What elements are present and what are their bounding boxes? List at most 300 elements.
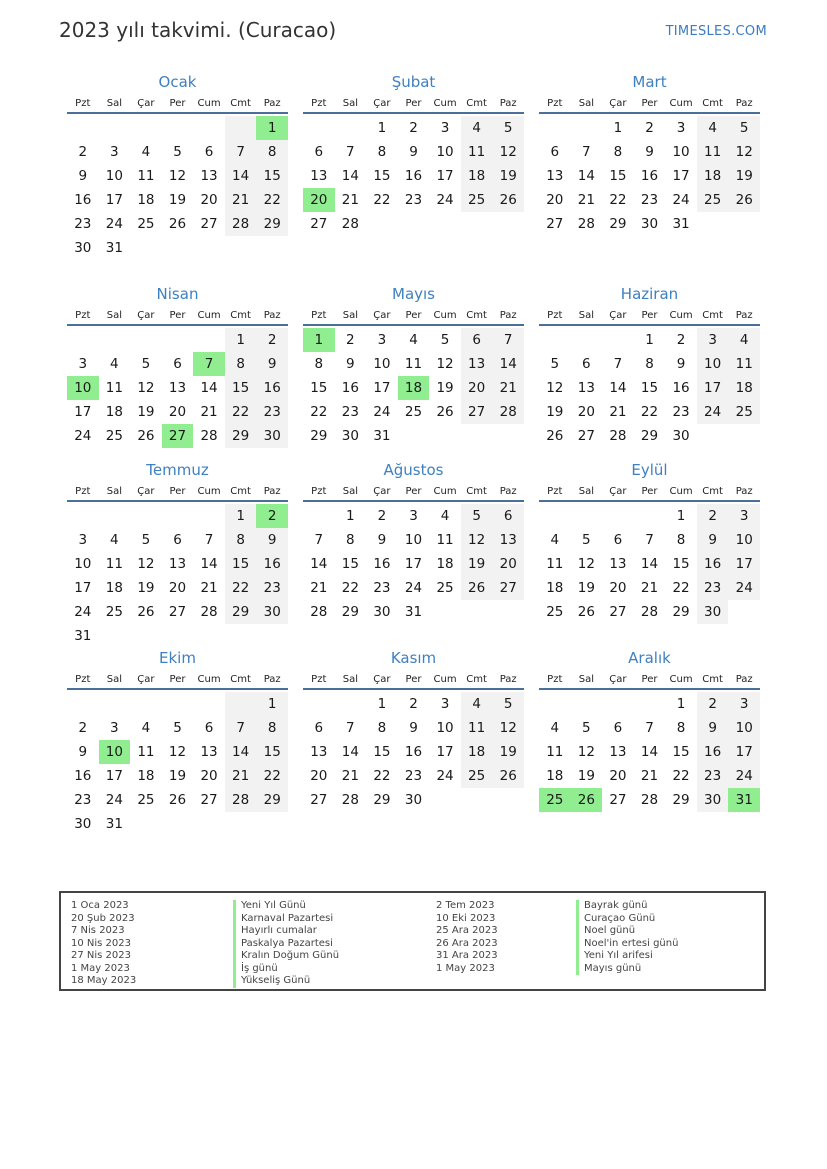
weekday-label: Sal bbox=[342, 98, 358, 109]
day-cell: 27 bbox=[546, 216, 564, 232]
day-cell: 23 bbox=[404, 768, 423, 784]
day-cell: 5 bbox=[173, 720, 182, 736]
day-cell: 15 bbox=[256, 740, 288, 764]
empty-day-cell bbox=[162, 812, 194, 836]
day-cell: 10 bbox=[436, 720, 454, 736]
day-cell: 20 bbox=[492, 552, 524, 576]
day-cell: 17 bbox=[436, 168, 454, 184]
day-cell: 1 bbox=[613, 120, 623, 136]
weekday-label: Cmt bbox=[702, 486, 723, 497]
empty-day-cell bbox=[193, 504, 225, 528]
day-cell: 4 bbox=[409, 332, 418, 348]
empty-day-cell bbox=[728, 600, 760, 624]
day-cell: 9 bbox=[256, 528, 288, 552]
empty-day-cell bbox=[429, 212, 461, 236]
month-calendar bbox=[67, 648, 288, 832]
day-cell: 31 bbox=[728, 788, 760, 812]
day-cell: 5 bbox=[582, 532, 591, 548]
day-cell: 2 bbox=[409, 696, 418, 712]
weekday-label: Çar bbox=[137, 310, 155, 321]
empty-day-cell bbox=[697, 424, 729, 448]
brand-link[interactable]: TIMESLES.COM bbox=[665, 24, 767, 39]
empty-day-cell bbox=[461, 212, 493, 236]
day-cell: 14 bbox=[225, 164, 257, 188]
day-cell: 22 bbox=[341, 580, 359, 596]
day-cell: 16 bbox=[404, 168, 423, 184]
weekday-label: Paz bbox=[499, 486, 517, 497]
day-cell: 8 bbox=[346, 532, 355, 548]
day-cell: 28 bbox=[225, 788, 257, 812]
day-cell: 2 bbox=[256, 504, 288, 528]
weekday-label: Çar bbox=[137, 674, 155, 685]
empty-day-cell bbox=[492, 788, 524, 812]
day-cell: 5 bbox=[440, 332, 450, 348]
holiday-name: Hayırlı cumalar bbox=[233, 925, 339, 938]
weekday-label: Paz bbox=[263, 674, 281, 685]
day-cell: 21 bbox=[609, 404, 627, 420]
day-cell: 3 bbox=[110, 144, 119, 160]
day-cell: 8 bbox=[256, 140, 288, 164]
day-cell: 28 bbox=[341, 216, 359, 232]
holiday-date: 7 Nis 2023 bbox=[71, 925, 125, 936]
day-cell: 14 bbox=[577, 168, 595, 184]
empty-day-cell bbox=[256, 624, 288, 648]
day-cell: 12 bbox=[461, 528, 493, 552]
weekday-label: Çar bbox=[609, 486, 627, 497]
weekday-label: Çar bbox=[609, 98, 627, 109]
day-cell: 13 bbox=[168, 556, 187, 572]
day-grid bbox=[67, 116, 288, 260]
day-cell: 14 bbox=[492, 352, 524, 376]
day-cell: 11 bbox=[546, 556, 564, 572]
day-cell: 28 bbox=[200, 428, 218, 444]
day-cell: 10 bbox=[404, 532, 423, 548]
day-cell: 15 bbox=[225, 552, 257, 576]
day-cell: 12 bbox=[436, 356, 454, 372]
day-grid bbox=[303, 328, 524, 448]
empty-day-cell bbox=[67, 692, 99, 716]
day-cell: 26 bbox=[137, 604, 155, 620]
empty-day-cell bbox=[602, 328, 634, 352]
day-grid bbox=[539, 692, 760, 812]
day-cell: 5 bbox=[550, 356, 560, 372]
day-cell: 10 bbox=[697, 352, 729, 376]
day-cell: 18 bbox=[137, 768, 155, 784]
day-cell: 7 bbox=[204, 532, 214, 548]
day-cell: 14 bbox=[200, 380, 218, 396]
day-cell: 23 bbox=[341, 404, 359, 420]
day-cell: 24 bbox=[697, 400, 729, 424]
empty-day-cell bbox=[130, 328, 162, 352]
empty-day-cell bbox=[539, 328, 571, 352]
day-cell: 2 bbox=[78, 144, 88, 160]
day-cell: 2 bbox=[409, 120, 418, 136]
month-name: Kasım bbox=[390, 649, 437, 667]
day-cell: 22 bbox=[373, 192, 391, 208]
weekday-label: Sal bbox=[106, 310, 122, 321]
holiday-date: 10 Eki 2023 bbox=[436, 912, 496, 924]
day-cell: 26 bbox=[571, 788, 603, 812]
day-cell: 19 bbox=[436, 380, 454, 396]
day-cell: 30 bbox=[697, 788, 729, 812]
month-calendar bbox=[67, 460, 288, 648]
day-cell: 2 bbox=[256, 328, 288, 352]
weekday-label: Cmt bbox=[230, 674, 251, 685]
day-cell: 27 bbox=[200, 216, 218, 232]
day-cell: 18 bbox=[728, 376, 760, 400]
weekday-label: Pzt bbox=[547, 98, 563, 109]
weekday-label: Pzt bbox=[311, 674, 327, 685]
day-cell: 27 bbox=[609, 792, 627, 808]
day-cell: 11 bbox=[436, 532, 454, 548]
holiday-date: 27 Nis 2023 bbox=[71, 950, 131, 961]
day-cell: 10 bbox=[728, 716, 760, 740]
day-cell: 18 bbox=[105, 404, 123, 420]
empty-day-cell bbox=[634, 692, 666, 716]
weekday-label: Pzt bbox=[75, 98, 91, 109]
weekday-label: Per bbox=[169, 486, 186, 497]
day-cell: 2 bbox=[676, 332, 686, 348]
day-cell: 10 bbox=[728, 528, 760, 552]
empty-day-cell bbox=[429, 424, 461, 448]
weekday-label: Sal bbox=[578, 674, 594, 685]
empty-day-cell bbox=[256, 236, 288, 260]
day-cell: 17 bbox=[404, 556, 423, 572]
day-cell: 1 bbox=[346, 508, 355, 524]
day-grid bbox=[539, 116, 760, 236]
weekday-label: Çar bbox=[609, 310, 627, 321]
weekday-label: Sal bbox=[578, 310, 594, 321]
day-cell: 28 bbox=[200, 604, 218, 620]
month-calendar bbox=[539, 284, 760, 460]
day-cell: 25 bbox=[105, 428, 123, 444]
day-cell: 29 bbox=[225, 600, 257, 624]
day-cell: 19 bbox=[492, 740, 524, 764]
day-cell: 9 bbox=[676, 356, 686, 372]
day-cell: 14 bbox=[341, 168, 359, 184]
weekday-label: Sal bbox=[106, 98, 122, 109]
empty-day-cell bbox=[225, 812, 257, 836]
weekday-label: Cmt bbox=[466, 486, 487, 497]
day-cell: 1 bbox=[676, 508, 686, 524]
empty-day-cell bbox=[398, 424, 430, 448]
day-cell: 6 bbox=[613, 532, 623, 548]
day-cell: 14 bbox=[200, 556, 218, 572]
weekday-label: Cmt bbox=[702, 310, 723, 321]
day-cell: 25 bbox=[728, 400, 760, 424]
day-cell: 29 bbox=[256, 788, 288, 812]
day-cell: 31 bbox=[105, 816, 123, 832]
day-cell: 1 bbox=[256, 116, 288, 140]
day-cell: 9 bbox=[697, 716, 729, 740]
weekday-label: Paz bbox=[499, 98, 517, 109]
day-cell: 7 bbox=[225, 140, 257, 164]
weekday-header bbox=[303, 94, 524, 114]
weekday-label: Pzt bbox=[75, 486, 91, 497]
empty-day-cell bbox=[193, 692, 225, 716]
day-cell: 1 bbox=[256, 692, 288, 716]
day-cell: 16 bbox=[404, 744, 423, 760]
empty-day-cell bbox=[571, 692, 603, 716]
day-cell: 21 bbox=[577, 192, 595, 208]
day-cell: 25 bbox=[436, 580, 454, 596]
empty-day-cell bbox=[303, 504, 335, 528]
day-cell: 6 bbox=[314, 144, 324, 160]
day-cell: 24 bbox=[105, 216, 123, 232]
day-cell: 8 bbox=[225, 528, 257, 552]
holiday-names-column bbox=[233, 900, 339, 988]
day-cell: 13 bbox=[461, 352, 493, 376]
day-cell: 24 bbox=[74, 428, 92, 444]
day-cell: 10 bbox=[105, 168, 123, 184]
day-cell: 29 bbox=[225, 424, 257, 448]
day-cell: 22 bbox=[672, 580, 690, 596]
day-cell: 29 bbox=[256, 212, 288, 236]
day-cell: 15 bbox=[341, 556, 359, 572]
empty-day-cell bbox=[67, 504, 99, 528]
day-cell: 7 bbox=[582, 144, 591, 160]
day-cell: 19 bbox=[728, 164, 760, 188]
empty-day-cell bbox=[67, 116, 99, 140]
empty-day-cell bbox=[335, 692, 367, 716]
day-cell: 8 bbox=[256, 716, 288, 740]
day-cell: 7 bbox=[346, 144, 355, 160]
day-cell: 28 bbox=[609, 428, 627, 444]
day-cell: 16 bbox=[697, 552, 729, 576]
day-cell: 23 bbox=[256, 400, 288, 424]
day-cell: 1 bbox=[377, 696, 387, 712]
day-cell: 31 bbox=[74, 628, 92, 644]
day-cell: 28 bbox=[341, 792, 359, 808]
day-cell: 15 bbox=[225, 376, 257, 400]
day-cell: 17 bbox=[373, 380, 391, 396]
day-cell: 26 bbox=[577, 604, 595, 620]
day-cell: 19 bbox=[168, 768, 187, 784]
empty-day-cell bbox=[602, 504, 634, 528]
day-cell: 11 bbox=[404, 356, 423, 372]
day-cell: 20 bbox=[168, 404, 187, 420]
empty-day-cell bbox=[99, 328, 131, 352]
day-cell: 15 bbox=[672, 556, 690, 572]
day-cell: 15 bbox=[640, 380, 659, 396]
day-cell: 8 bbox=[225, 352, 257, 376]
weekday-label: Pzt bbox=[547, 674, 563, 685]
day-cell: 22 bbox=[225, 400, 257, 424]
day-cell: 11 bbox=[105, 380, 123, 396]
day-cell: 16 bbox=[697, 740, 729, 764]
weekday-label: Çar bbox=[373, 486, 391, 497]
weekday-label: Pzt bbox=[75, 674, 91, 685]
day-cell: 18 bbox=[546, 768, 564, 784]
day-cell: 19 bbox=[492, 164, 524, 188]
holiday-names-column bbox=[576, 900, 678, 975]
empty-day-cell bbox=[193, 236, 225, 260]
day-cell: 1 bbox=[225, 328, 257, 352]
months-grid bbox=[67, 72, 760, 832]
day-cell: 8 bbox=[377, 720, 387, 736]
day-cell: 25 bbox=[105, 604, 123, 620]
weekday-label: Pzt bbox=[311, 310, 327, 321]
weekday-label: Cum bbox=[197, 674, 221, 685]
day-cell: 21 bbox=[640, 580, 659, 596]
month-name: Eylül bbox=[631, 461, 668, 479]
day-cell: 18 bbox=[398, 376, 430, 400]
day-cell: 27 bbox=[492, 576, 524, 600]
weekday-label: Paz bbox=[735, 486, 753, 497]
day-cell: 31 bbox=[672, 216, 690, 232]
day-cell: 21 bbox=[341, 768, 359, 784]
day-cell: 3 bbox=[78, 356, 88, 372]
day-cell: 1 bbox=[645, 332, 654, 348]
weekday-header bbox=[539, 670, 760, 690]
day-cell: 5 bbox=[728, 116, 760, 140]
holiday-date: 25 Ara 2023 bbox=[436, 925, 498, 936]
day-cell: 15 bbox=[256, 164, 288, 188]
day-cell: 7 bbox=[645, 532, 654, 548]
holiday-dates-column bbox=[436, 900, 498, 975]
weekday-label: Cum bbox=[669, 674, 693, 685]
day-cell: 7 bbox=[492, 328, 524, 352]
day-cell: 14 bbox=[640, 556, 659, 572]
day-cell: 8 bbox=[676, 532, 686, 548]
day-cell: 26 bbox=[546, 428, 564, 444]
holiday-name: Bayrak günü bbox=[576, 900, 678, 913]
day-cell: 5 bbox=[492, 692, 524, 716]
day-cell: 15 bbox=[609, 168, 627, 184]
day-cell: 26 bbox=[461, 576, 493, 600]
holiday-date: 1 May 2023 bbox=[436, 962, 495, 974]
day-cell: 9 bbox=[256, 352, 288, 376]
day-cell: 31 bbox=[404, 604, 423, 620]
day-cell: 23 bbox=[256, 576, 288, 600]
weekday-label: Sal bbox=[578, 98, 594, 109]
empty-day-cell bbox=[398, 212, 430, 236]
weekday-header bbox=[67, 482, 288, 502]
day-cell: 23 bbox=[697, 576, 729, 600]
day-cell: 26 bbox=[492, 188, 524, 212]
weekday-header bbox=[67, 306, 288, 326]
day-cell: 27 bbox=[310, 792, 328, 808]
day-cell: 20 bbox=[303, 188, 335, 212]
day-cell: 25 bbox=[539, 788, 571, 812]
day-cell: 4 bbox=[141, 144, 151, 160]
empty-day-cell bbox=[366, 212, 398, 236]
day-cell: 13 bbox=[546, 168, 564, 184]
holiday-name: İş günü bbox=[233, 963, 339, 976]
empty-day-cell bbox=[492, 424, 524, 448]
day-cell: 19 bbox=[137, 580, 155, 596]
empty-day-cell bbox=[461, 424, 493, 448]
day-cell: 8 bbox=[676, 720, 686, 736]
day-cell: 23 bbox=[640, 192, 659, 208]
day-cell: 20 bbox=[200, 192, 218, 208]
empty-day-cell bbox=[130, 812, 162, 836]
empty-day-cell bbox=[492, 212, 524, 236]
day-cell: 13 bbox=[310, 168, 328, 184]
day-cell: 17 bbox=[728, 740, 760, 764]
weekday-label: Per bbox=[405, 310, 422, 321]
day-cell: 1 bbox=[377, 120, 387, 136]
day-cell: 12 bbox=[577, 744, 595, 760]
weekday-label: Cmt bbox=[702, 674, 723, 685]
day-cell: 9 bbox=[346, 356, 355, 372]
day-cell: 12 bbox=[137, 380, 155, 396]
day-cell: 4 bbox=[141, 720, 151, 736]
weekday-label: Paz bbox=[735, 310, 753, 321]
day-cell: 5 bbox=[582, 720, 591, 736]
day-cell: 13 bbox=[577, 380, 595, 396]
weekday-label: Cum bbox=[197, 486, 221, 497]
day-cell: 16 bbox=[256, 376, 288, 400]
holiday-date: 1 Oca 2023 bbox=[71, 900, 129, 911]
day-cell: 23 bbox=[373, 580, 391, 596]
weekday-label: Per bbox=[405, 98, 422, 109]
empty-day-cell bbox=[193, 624, 225, 648]
day-cell: 27 bbox=[162, 424, 194, 448]
weekday-header bbox=[67, 670, 288, 690]
day-cell: 11 bbox=[728, 352, 760, 376]
day-cell: 11 bbox=[697, 140, 729, 164]
day-cell: 12 bbox=[137, 556, 155, 572]
empty-day-cell bbox=[697, 212, 729, 236]
day-cell: 3 bbox=[728, 692, 760, 716]
day-cell: 24 bbox=[373, 404, 391, 420]
day-cell: 6 bbox=[582, 356, 591, 372]
month-name: Ocak bbox=[158, 73, 197, 91]
day-cell: 12 bbox=[168, 168, 187, 184]
holiday-dates-column bbox=[71, 900, 136, 988]
empty-day-cell bbox=[256, 812, 288, 836]
day-cell: 28 bbox=[225, 212, 257, 236]
month-name: Nisan bbox=[156, 285, 199, 303]
day-grid bbox=[67, 328, 288, 448]
day-cell: 1 bbox=[676, 696, 686, 712]
day-cell: 23 bbox=[697, 764, 729, 788]
day-cell: 20 bbox=[310, 768, 328, 784]
weekday-label: Cum bbox=[669, 98, 693, 109]
weekday-label: Paz bbox=[499, 310, 517, 321]
empty-day-cell bbox=[728, 212, 760, 236]
weekday-label: Per bbox=[169, 310, 186, 321]
day-cell: 24 bbox=[404, 580, 423, 596]
weekday-label: Cum bbox=[197, 98, 221, 109]
holiday-date: 31 Ara 2023 bbox=[436, 950, 498, 961]
holiday-name: Noel günü bbox=[576, 925, 678, 938]
day-cell: 17 bbox=[74, 404, 92, 420]
empty-day-cell bbox=[539, 116, 571, 140]
day-cell: 16 bbox=[74, 192, 92, 208]
weekday-label: Paz bbox=[735, 674, 753, 685]
day-cell: 31 bbox=[105, 240, 123, 256]
day-cell: 25 bbox=[546, 604, 564, 620]
day-cell: 27 bbox=[168, 604, 187, 620]
weekday-label: Cmt bbox=[466, 310, 487, 321]
day-cell: 23 bbox=[74, 792, 92, 808]
day-cell: 13 bbox=[609, 744, 627, 760]
day-cell: 2 bbox=[377, 508, 387, 524]
day-cell: 27 bbox=[200, 792, 218, 808]
day-cell: 24 bbox=[728, 764, 760, 788]
day-cell: 28 bbox=[310, 604, 328, 620]
day-cell: 8 bbox=[613, 144, 623, 160]
day-grid bbox=[303, 504, 524, 624]
day-cell: 17 bbox=[436, 744, 454, 760]
empty-day-cell bbox=[130, 692, 162, 716]
day-cell: 29 bbox=[640, 428, 659, 444]
day-cell: 20 bbox=[577, 404, 595, 420]
weekday-label: Cum bbox=[433, 98, 457, 109]
day-cell: 22 bbox=[310, 404, 328, 420]
